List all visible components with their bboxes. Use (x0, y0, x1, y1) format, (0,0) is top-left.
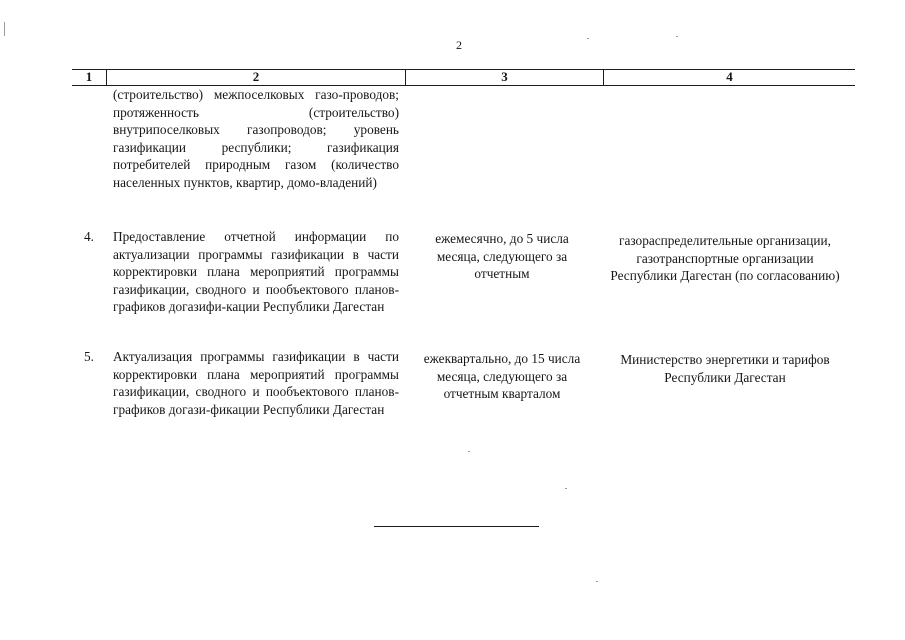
end-of-document-rule (374, 526, 539, 527)
scan-speck (587, 38, 589, 39)
scan-speck (596, 581, 598, 582)
header-col-3: 3 (501, 69, 508, 84)
scan-speck (565, 488, 567, 489)
header-col-1: 1 (85, 69, 93, 84)
page-number: 2 (456, 38, 462, 52)
scan-speck (676, 36, 678, 37)
row-responsible: газораспределительные организации, газотранспортные организации Республики Дагестан (по согласованию) (610, 233, 840, 284)
row-description: Предоставление отчетной информации по актуализации программы газификации в части корректировки плана мероприятий программы газификации, сводного и пообъектового планов-графиков догазифи-кации Республики Дагестан (113, 229, 399, 315)
continuation-description: (строительство) межпоселковых газо-проводов; протяженность (строительство) внутрипоселковых газопроводов; уровень газификации республики; газификация потребителей природным газом (количество населенных пунктов, квартир, домо-владений) (113, 87, 399, 190)
row-responsible: Министерство энергетики и тарифов Республики Дагестан (620, 352, 830, 385)
row-number: 5. (84, 349, 94, 364)
scan-speck (4, 22, 5, 36)
row-deadline: ежеквартально, до 15 числа месяца, следующего за отчетным кварталом (423, 351, 581, 402)
row-deadline: ежемесячно, до 5 числа месяца, следующего за отчетным (435, 231, 569, 282)
scan-speck (468, 451, 470, 452)
row-description: Актуализация программы газификации в части корректировки плана мероприятий программы газификации, сводного и пообъектового планов-графиков догази-фикации Республики Дагестан (113, 349, 399, 417)
row-number: 4. (84, 229, 94, 244)
header-col-2: 2 (252, 69, 260, 84)
header-col-4: 4 (726, 69, 733, 84)
